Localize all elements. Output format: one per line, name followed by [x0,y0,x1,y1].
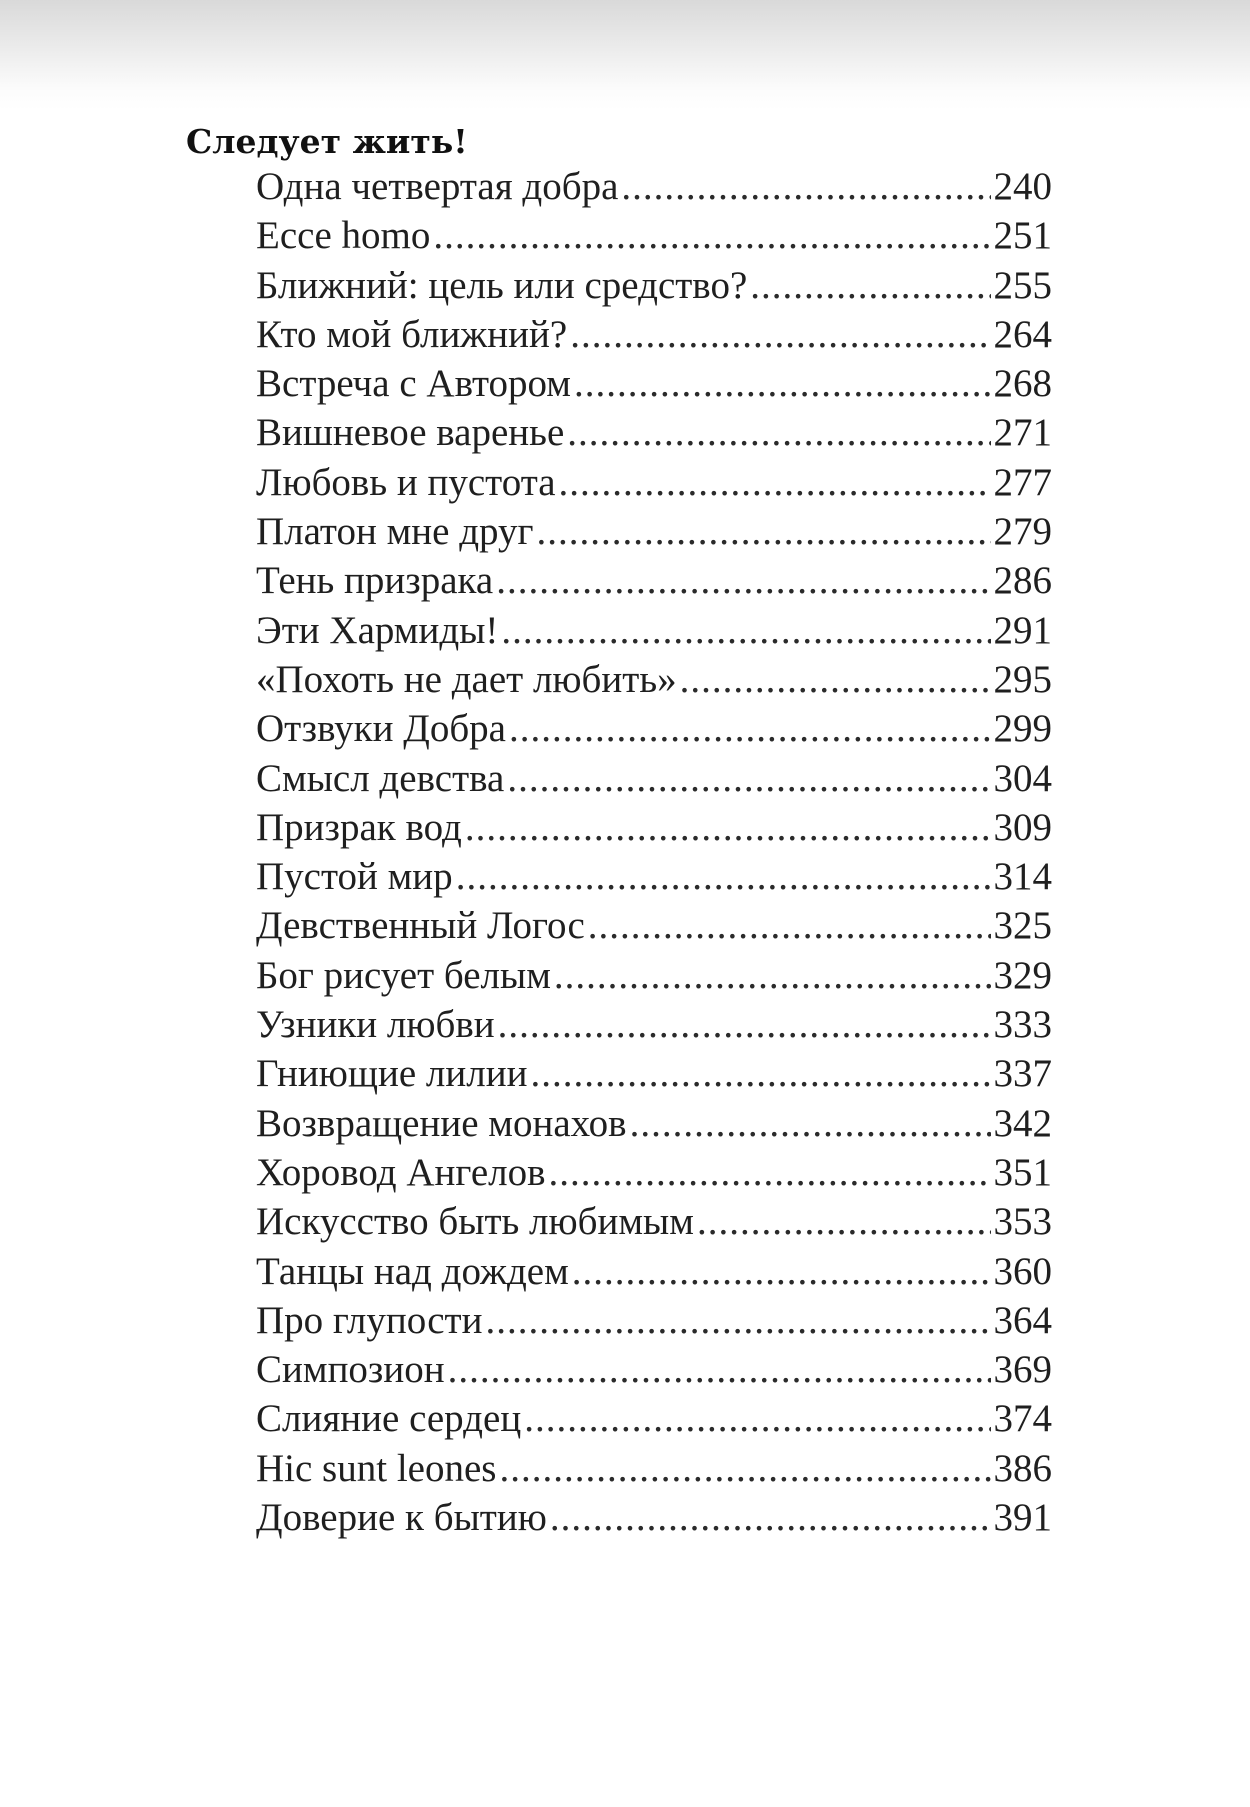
toc-entry-page: 314 [993,855,1052,899]
toc-entry-page: 333 [993,1003,1052,1047]
dot-leader [537,507,991,556]
toc-entry-page: 374 [993,1397,1052,1441]
dot-leader [550,1493,991,1542]
toc-entry [256,1296,1052,1345]
dot-leader [433,211,990,260]
toc-entry [256,1000,1052,1049]
dot-leader [465,803,991,852]
toc-entry-page: 295 [993,657,1052,701]
toc-entry-title: Смысл девства [256,756,505,800]
toc-entry-page: 329 [993,953,1052,997]
toc-entry-title: Искусство быть любимым [256,1200,694,1244]
toc-entry-page: 337 [993,1052,1052,1096]
toc-entry [256,1148,1052,1197]
dot-leader [448,1345,991,1394]
toc-entry [256,1049,1052,1098]
toc-entry [256,852,1052,901]
dot-leader [498,1000,991,1049]
dot-leader [588,901,991,950]
toc-entry [256,901,1052,950]
dot-leader [499,1444,990,1493]
toc-entry-title: Пустой мир [256,855,453,899]
toc-entry-title: «Похоть не дает любить» [256,657,677,701]
toc-entry [256,754,1052,803]
toc-entry [256,655,1052,704]
toc-entry-page: 304 [993,756,1052,800]
toc-entry-title: Любовь и пустота [256,460,556,504]
toc-entry [256,606,1052,655]
toc-entry-page: 351 [993,1150,1052,1194]
dot-leader [697,1197,991,1246]
toc-entry-title: Про глупости [256,1298,483,1342]
toc-entry-page: 279 [993,510,1052,554]
toc-entry [256,310,1052,359]
dot-leader [572,1247,991,1296]
dot-leader [559,458,991,507]
section-title: Следует жить! [186,122,468,161]
toc-entry-page: 325 [993,904,1052,948]
toc-list [256,162,1052,1542]
toc-entry [256,704,1052,753]
dot-leader [501,606,990,655]
toc-entry-title: Слияние сердец [256,1397,522,1441]
toc-entry-title: Тень призрака [256,559,494,603]
toc-entry-page: 291 [993,608,1052,652]
toc-entry [256,261,1052,310]
dot-leader [496,556,990,605]
toc-entry-page: 251 [993,214,1052,258]
toc-entry-title: Встреча с Автором [256,362,571,406]
toc-entry [256,458,1052,507]
dot-leader [456,852,991,901]
toc-entry [256,1345,1052,1394]
toc-entry-page: 309 [993,805,1052,849]
toc-entry-title: Кто мой ближний? [256,312,568,356]
toc-entry-page: 391 [993,1496,1052,1540]
toc-entry-page: 264 [993,312,1052,356]
toc-entry [256,507,1052,556]
toc-entry-title: Доверие к бытию [256,1496,547,1540]
toc-entry [256,1197,1052,1246]
toc-entry-title: Hic sunt leones [256,1446,497,1490]
toc-entry-title: Платон мне друг [256,510,534,554]
toc-entry-title: Возвращение монахов [256,1101,627,1145]
dot-leader [621,162,990,211]
dot-leader [567,408,990,457]
toc-entry-page: 369 [993,1348,1052,1392]
toc-entry [256,1247,1052,1296]
dot-leader [574,359,991,408]
dot-leader [570,310,990,359]
toc-entry-title: Бог рисует белым [256,953,551,997]
toc-entry-page: 286 [993,559,1052,603]
toc-entry [256,556,1052,605]
toc-entry-page: 271 [993,411,1052,455]
dot-leader [485,1296,990,1345]
toc-entry-title: Ближний: цель или средство? [256,263,748,307]
toc-entry-page: 255 [993,263,1052,307]
toc-entry [256,408,1052,457]
toc-entry-title: Танцы над дождем [256,1249,569,1293]
dot-leader [680,655,991,704]
dot-leader [530,1049,990,1098]
toc-entry-page: 277 [993,460,1052,504]
toc-entry-page: 360 [993,1249,1052,1293]
toc-entry-title: Вишневое варенье [256,411,565,455]
toc-entry-page: 268 [993,362,1052,406]
toc-entry-title: Эти Хармиды! [256,608,499,652]
toc-entry [256,951,1052,1000]
toc-entry [256,1099,1052,1148]
dot-leader [554,951,991,1000]
toc-entry [256,1444,1052,1493]
toc-entry-title: Призрак вод [256,805,462,849]
toc-entry [256,162,1052,211]
dot-leader [509,704,991,753]
toc-entry [256,211,1052,260]
dot-leader [549,1148,991,1197]
toc-entry-page: 299 [993,707,1052,751]
toc-entry-title: Девственный Логос [256,904,585,948]
toc-entry [256,803,1052,852]
toc-entry-title: Одна четвертая добра [256,165,619,208]
toc-entry-page: 240 [993,165,1052,208]
dot-leader [750,261,990,310]
toc-entry [256,1493,1052,1542]
dot-leader [630,1099,991,1148]
toc-entry-page: 342 [993,1101,1052,1145]
toc-entry-title: Ecce homo [256,214,431,258]
toc-entry [256,1394,1052,1443]
toc-entry-title: Гниющие лилии [256,1052,528,1096]
toc-entry-title: Хоровод Ангелов [256,1150,546,1194]
toc-entry [256,359,1052,408]
toc-entry-title: Симпозион [256,1348,445,1392]
dot-leader [507,754,990,803]
toc-entry-page: 386 [993,1446,1052,1490]
toc-entry-title: Отзвуки Добра [256,707,506,751]
toc-entry-title: Узники любви [256,1003,495,1047]
dot-leader [524,1394,990,1443]
toc-entry-page: 353 [993,1200,1052,1244]
toc-entry-page: 364 [993,1298,1052,1342]
